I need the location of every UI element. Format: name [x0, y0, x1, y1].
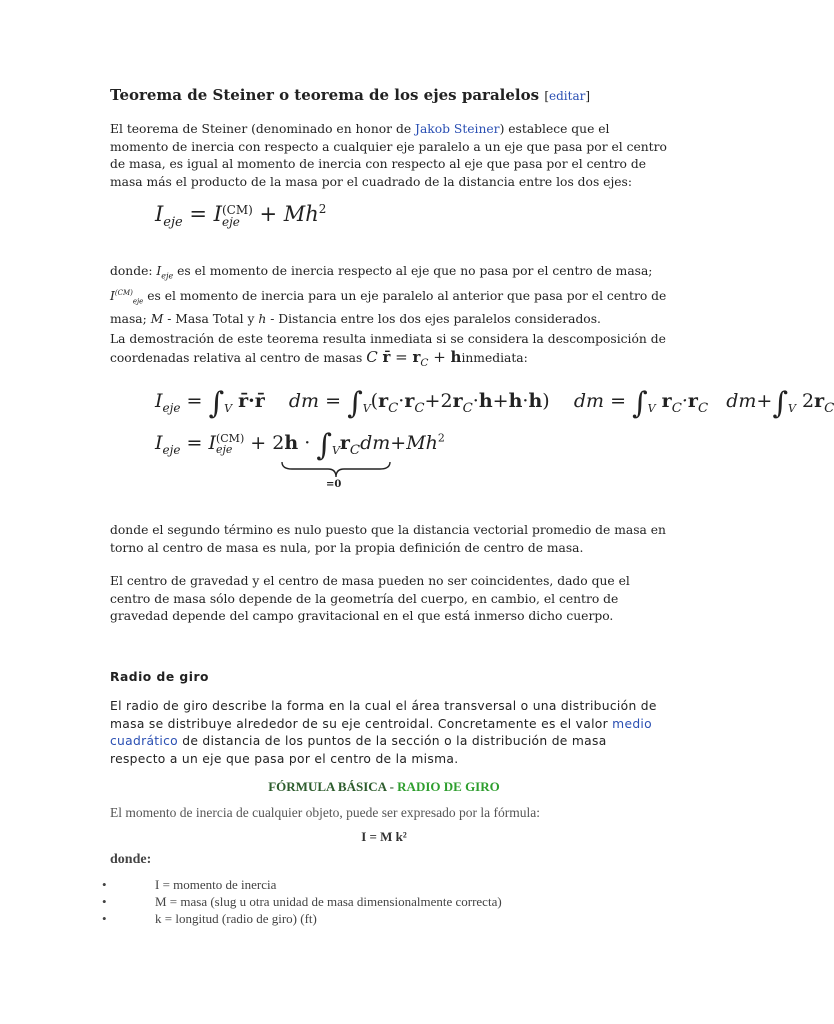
intro-text: El teorema de Steiner (denominado en honor de	[110, 122, 416, 136]
formula-basica-heading-b: RADIO DE GIRO	[397, 779, 500, 794]
donde-text: donde:	[110, 264, 157, 278]
donde-label: donde:	[110, 852, 152, 867]
list-item: • k = longitud (radio de giro) (ft)	[102, 910, 502, 927]
radio-line: El radio de giro describe la forma en la cual el área transversal o una distribución de	[110, 699, 657, 713]
donde-text: es el momento de inercia para un eje paralelo al anterior que pasa por el centro de	[143, 289, 667, 304]
intro-line: momento de inercia con respecto a cualquier eje paralelo a un eje que pasa por el centro	[110, 139, 667, 154]
nulo-line: torno al centro de masa es nula, por la propia definición de centro de masa.	[110, 540, 584, 555]
nulo-paragraph	[110, 522, 665, 557]
radio-text: masa se distribuye alrededor de su eje centroidal. Concretamente es el valor	[110, 716, 613, 731]
section-title-text: Teorema de Steiner o teorema de los ejes paralelos	[110, 86, 540, 104]
donde-text: - Masa Total y	[163, 312, 259, 326]
edit-bracket-close: ]	[585, 89, 591, 103]
demo-formula-line1: $I_{eje} = \int_V$ r̄·r̄ dm = $\int_V(r_C\cdot r_C+2r_C\cdot h+h\cdot h)$ dm = $\int_V$ $r_C\cdot r_C$ $dm+\int_V$ $2r_C$	[155, 386, 834, 421]
steiner-intro-paragraph	[110, 121, 665, 191]
donde-paragraph: donde: $I_{eje}$ es el momento de inercia respecto al eje que no pasa por el centro de masa; $I^{(CM)}_{eje}$ es el momento de inercia para un eje paralelo al anterior que pasa por el centro de masa; M - Masa Total y h - Distancia entre los dos ejes paralelos considerados.	[110, 264, 667, 326]
edit-link[interactable]: editar	[549, 89, 586, 103]
formula-basica-heading-a: FÓRMULA BÁSICA -	[268, 779, 398, 794]
donde-text: - Distancia entre los dos ejes paralelos considerados.	[266, 312, 601, 326]
demo-text: coordenadas relativa al centro de masas	[110, 350, 367, 365]
underbrace	[280, 460, 392, 480]
intro-text: ) establece que el	[499, 122, 610, 136]
section-title-steiner	[110, 86, 590, 104]
formula-ik: I = M k²	[361, 829, 407, 844]
grav-line: gravedad depende del campo gravitacional en el que está inmerso dicho cuerpo.	[110, 609, 614, 623]
steiner-formula: $I_{eje} = I$ (CM) eje + $Mh^2$	[155, 202, 327, 231]
list-item: • I = momento de inercia	[102, 876, 502, 893]
list-item: • M = masa (slug u otra unidad de masa dimensionalmente correcta)	[102, 893, 502, 910]
donde-text: es el momento de inercia respecto al eje que no pasa por el centro de masa;	[173, 264, 653, 278]
medio-link[interactable]: medio	[612, 716, 652, 731]
edit-bracket-open: [	[544, 89, 549, 103]
demo-paragraph: La demostración de este teorema resulta inmediata si se considera la descomposición de coordenadas relativa al centro de masas C r̄ = $r_C$ + hinmediata:	[110, 332, 666, 369]
formula-basica-heading	[0, 779, 768, 795]
demo-formula-line2: $I_{eje} = I$ (CM) eje + $2h \cdot \int_Vr_Cdm+Mh^2$	[155, 428, 445, 463]
donde-text: masa;	[110, 312, 151, 326]
demo-line: La demostración de este teorema resulta inmediata si se considera la descomposición de	[110, 332, 666, 346]
underbrace-label: =0	[326, 479, 342, 490]
grav-line: El centro de gravedad y el centro de masa pueden no ser coincidentes, dado que el	[110, 574, 630, 588]
gravedad-paragraph	[110, 573, 665, 626]
nulo-line: donde el segundo término es nulo puesto que la distancia vectorial promedio de masa en	[110, 523, 666, 537]
grav-line: centro de masa sólo depende de la geometría del cuerpo, en cambio, el centro de	[110, 591, 619, 606]
intro-line: de masa, es igual al momento de inercia con respecto al eje que pasa por el centro de	[110, 157, 646, 171]
variables-list	[102, 876, 502, 927]
intro-line: masa más el producto de la masa por el cuadrado de la distancia entre los dos ejes:	[110, 174, 632, 189]
demo-text: inmediata:	[461, 350, 528, 365]
radio-line: respecto a un eje que pasa por el centro de la misma.	[110, 751, 459, 766]
cuadratico-link[interactable]: cuadrático	[110, 734, 179, 748]
radio-de-giro-title: Radio de giro	[110, 670, 209, 684]
momento-inercia-line: El momento de inercia de cualquier objeto, puede ser expresado por la fórmula:	[110, 805, 540, 820]
jakob-steiner-link[interactable]: Jakob Steiner	[415, 122, 500, 136]
radio-de-giro-paragraph	[110, 698, 657, 768]
radio-text: de distancia de los puntos de la sección o la distribución de masa	[178, 734, 607, 748]
